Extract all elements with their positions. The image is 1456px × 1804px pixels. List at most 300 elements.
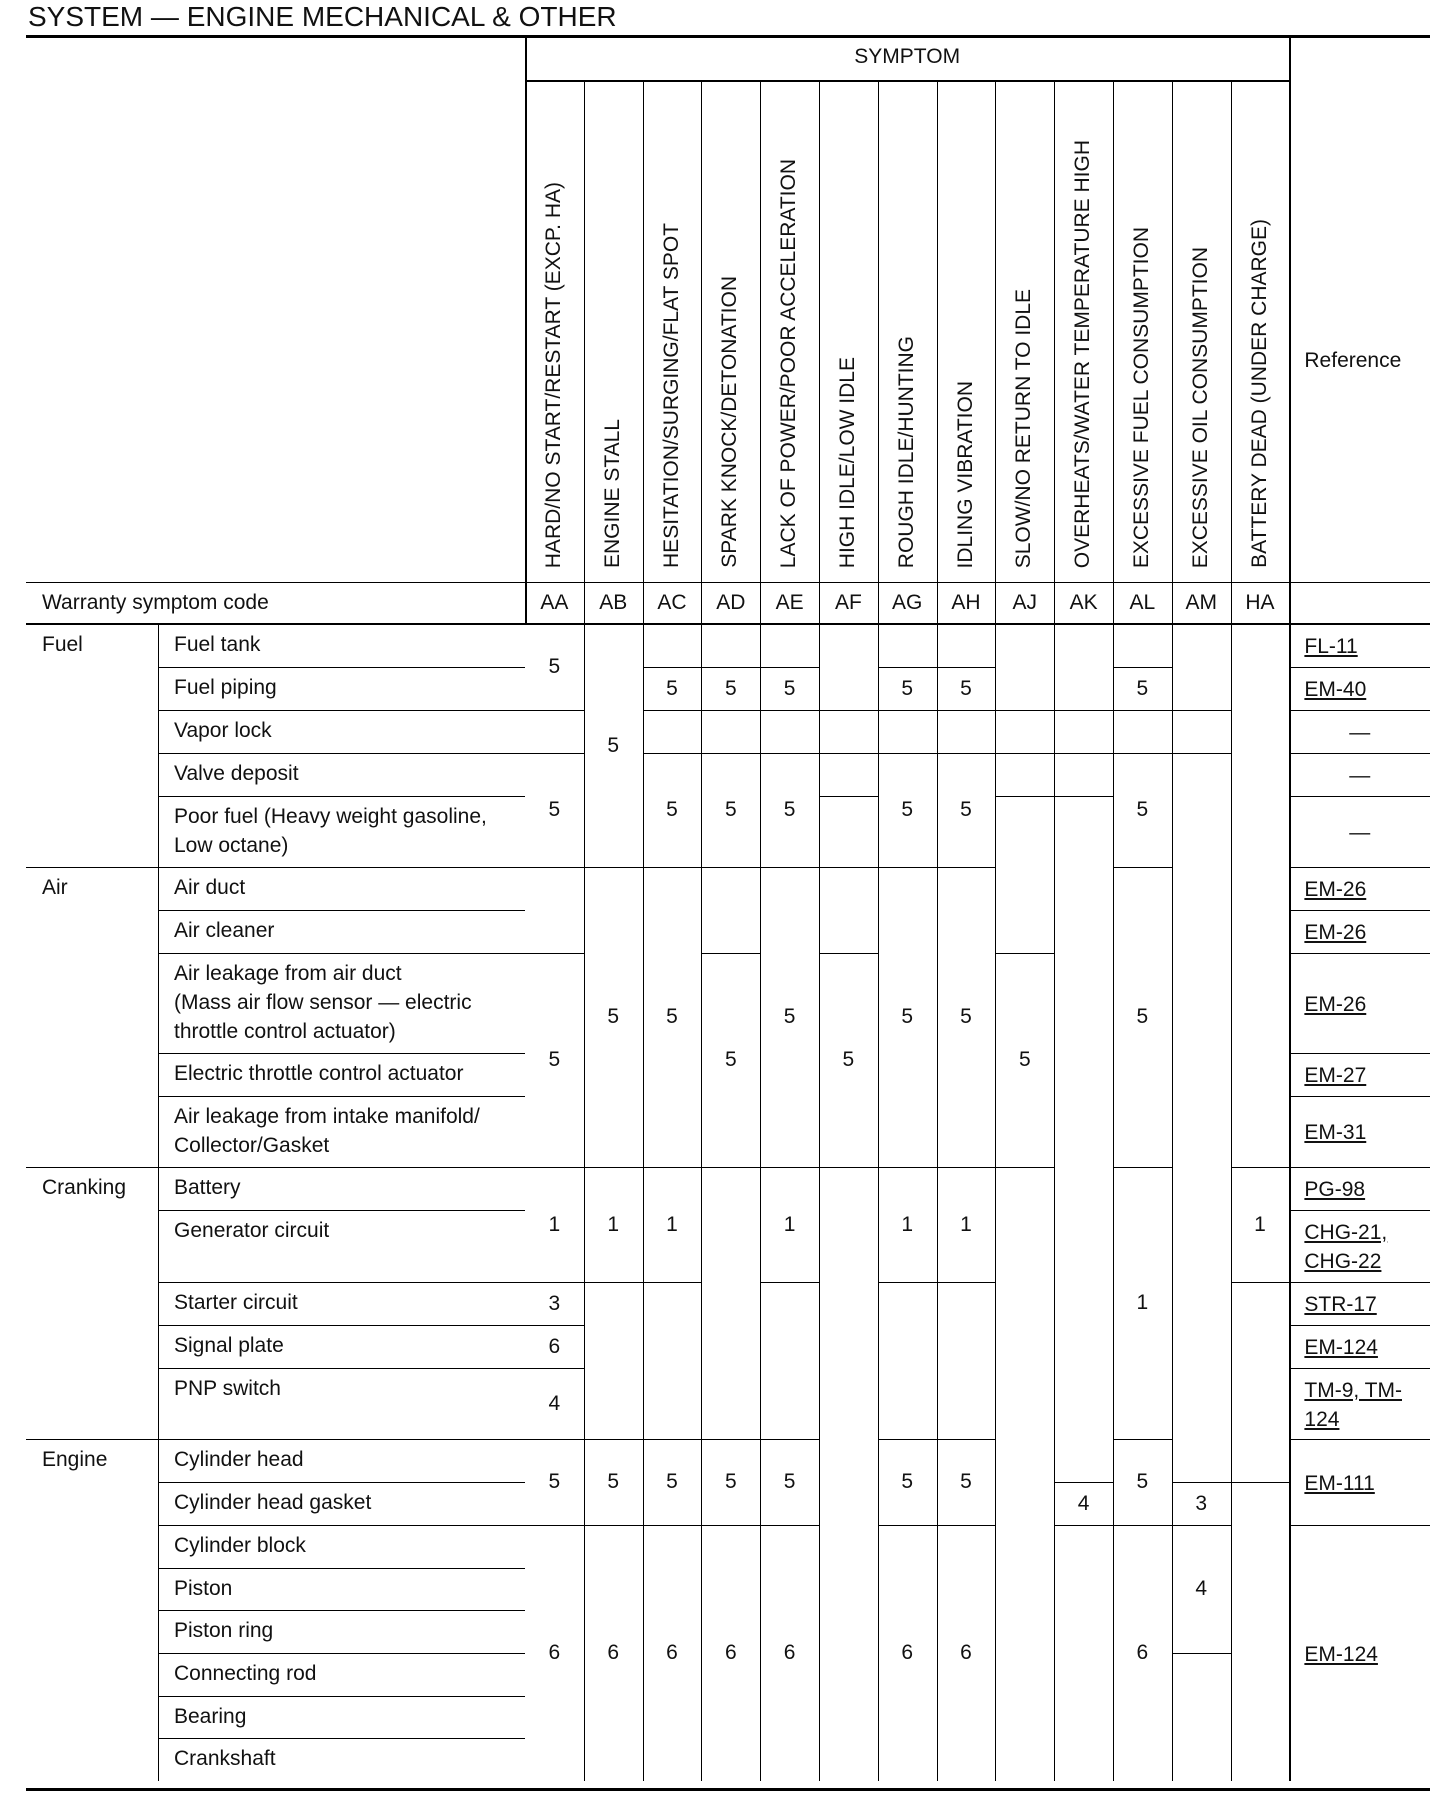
severity-value: 1 [960, 1212, 972, 1236]
severity-value: 5 [548, 655, 561, 678]
symptom-cause-item: Battery [174, 1176, 241, 1199]
item-row-line [158, 1482, 525, 1483]
cell-border-line [525, 1439, 584, 1440]
category-line [26, 867, 158, 868]
cell-border-line [760, 753, 819, 754]
cell-border-line [701, 753, 760, 754]
cell-border-line [584, 1439, 643, 1440]
symptom-cause-item: (Mass air flow sensor — electric [174, 991, 472, 1014]
severity-value: 6 [548, 1641, 561, 1664]
cell-border-line [760, 1282, 819, 1283]
symptom-column-line [643, 80, 644, 624]
cell-side-line [995, 867, 996, 1167]
reference-row-line [1289, 1525, 1430, 1526]
severity-value: 5 [1136, 1005, 1149, 1028]
severity-value: 5 [842, 1048, 855, 1071]
severity-value: 5 [548, 1470, 561, 1493]
cell-side-line [1231, 1653, 1232, 1781]
cell-side-line [701, 1282, 702, 1439]
reference-row-line [1289, 1325, 1430, 1326]
severity-value: 5 [783, 798, 796, 821]
reference-link[interactable]: TM-9, TM- [1304, 1378, 1402, 1402]
cell-side-line [1172, 867, 1173, 1167]
cell-side-line [995, 1167, 996, 1282]
symptom-code: AC [657, 591, 687, 614]
reference-row-line [1289, 867, 1430, 868]
severity-value: 6 [1136, 1641, 1149, 1664]
cell-side-line [878, 753, 879, 796]
cell-border-line [701, 1439, 760, 1440]
category-label: Engine [42, 1448, 108, 1471]
symptom-cause-item: Signal plate [174, 1334, 284, 1357]
item-row-line [158, 1282, 525, 1283]
symptom-cause-item: Air leakage from air duct [174, 962, 402, 985]
symptom-cause-item: Electric throttle control actuator [174, 1062, 464, 1085]
cell-border-line [643, 710, 702, 711]
cell-side-line [1289, 1482, 1290, 1781]
severity-value: 3 [548, 1291, 561, 1315]
severity-value: 6 [901, 1641, 914, 1664]
symptom-column-line [937, 80, 938, 624]
category-label: Fuel [42, 633, 83, 656]
reference-link[interactable]: EM-124 [1304, 1336, 1378, 1359]
symptom-code: AG [892, 591, 923, 614]
reference-row-line [1289, 1167, 1430, 1168]
page-title: SYSTEM — ENGINE MECHANICAL & OTHER [28, 1, 617, 32]
cell-border-line [1172, 1525, 1231, 1526]
symptom-cause-item: Valve deposit [174, 762, 299, 785]
cell-side-line [1054, 796, 1055, 953]
cell-border-line [819, 753, 878, 754]
cell-side-line [1054, 753, 1055, 796]
cell-side-line [701, 710, 702, 753]
cell-side-line [937, 1282, 938, 1439]
cell-border-line [995, 710, 1054, 711]
cell-side-line [819, 1525, 820, 1781]
cell-border-line [995, 1167, 1054, 1168]
reference-link [1304, 1640, 1378, 1669]
cell-border-line [819, 796, 878, 797]
cell-border-line [1172, 1653, 1231, 1654]
cell-border-line [1113, 1439, 1172, 1440]
symptom-cause-item: Connecting rod [174, 1662, 317, 1685]
reference-row-line [1289, 953, 1430, 954]
cell-side-line [1113, 710, 1114, 753]
cell-side-line [1231, 710, 1232, 753]
cell-border-line [525, 710, 584, 711]
cell-border-line [643, 1282, 702, 1283]
severity-value: 5 [901, 676, 914, 700]
symptom-cause-item: throttle control actuator) [174, 1020, 396, 1043]
severity-value: 5 [1136, 676, 1149, 700]
severity-value: 5 [666, 1470, 678, 1493]
cell-border-line [1172, 1482, 1231, 1483]
symptom-heading: IDLING VIBRATION [953, 380, 977, 568]
cell-side-line [995, 1282, 996, 1439]
cell-side-line [584, 1325, 585, 1368]
reference-link [1304, 1290, 1376, 1319]
cell-border-line [584, 1167, 643, 1168]
symptom-heading: HIGH IDLE/LOW IDLE [836, 356, 859, 568]
severity-value: 6 [960, 1641, 972, 1664]
symptom-cause-item: Vapor lock [174, 719, 272, 742]
cell-side-line [995, 710, 996, 753]
cell-border-line [701, 710, 760, 711]
reference-row-line [1289, 1368, 1430, 1369]
severity-value: 1 [783, 1212, 796, 1236]
cell-side-line [937, 710, 938, 753]
cell-side-line [878, 953, 879, 1167]
header-left-line [525, 36, 527, 624]
reference-link [1304, 1218, 1387, 1247]
code-row-top-line [26, 582, 1430, 583]
cell-border-line [584, 867, 643, 868]
cell-side-line [1289, 1167, 1290, 1282]
cell-side-line [760, 624, 761, 667]
symptom-column-line [1054, 80, 1055, 624]
severity-value: 1 [548, 1212, 561, 1236]
reference-dash: — [1349, 721, 1371, 744]
item-row-line [158, 667, 525, 668]
reference-dash: — [1349, 821, 1371, 844]
reference-link [1304, 990, 1366, 1019]
severity-value: 5 [1018, 1048, 1031, 1071]
item-row-line [158, 1696, 525, 1697]
cell-border-line [701, 1167, 760, 1168]
cell-side-line [760, 867, 761, 953]
cell-border-line [995, 953, 1054, 954]
severity-value: 5 [724, 798, 737, 821]
cell-border-line [525, 1167, 584, 1168]
reference-link[interactable]: EM-124 [1304, 1642, 1378, 1666]
cell-side-line [995, 667, 996, 710]
reference-link[interactable]: EM-111 [1304, 1471, 1375, 1495]
cell-side-line [1054, 1167, 1055, 1781]
cell-side-line [878, 710, 879, 753]
cell-border-line [584, 1282, 643, 1283]
reference-link [1304, 1175, 1365, 1204]
reference-link [1304, 875, 1366, 904]
cell-side-line [1172, 667, 1173, 710]
symptom-code: AM [1185, 591, 1217, 614]
symptom-column-line [701, 80, 702, 624]
item-row-line [158, 753, 525, 754]
cell-border-line [525, 753, 584, 754]
cell-side-line [1054, 624, 1055, 710]
reference-link [1304, 918, 1366, 947]
reference-link [1304, 1247, 1381, 1276]
reference-link [1304, 1118, 1366, 1147]
cell-side-line [1172, 753, 1173, 867]
item-row-line [158, 910, 525, 911]
symptom-column-line [878, 80, 879, 624]
item-row-line [158, 1610, 525, 1611]
cell-border-line [878, 1167, 937, 1168]
item-row-line [158, 1368, 525, 1369]
severity-value: 1 [666, 1212, 678, 1236]
cell-side-line [1172, 710, 1173, 753]
reference-link[interactable]: CHG-22 [1304, 1250, 1382, 1273]
reference-link [1304, 1376, 1402, 1405]
cell-border-line [937, 1439, 996, 1440]
cell-side-line [643, 1282, 644, 1439]
cell-border-line [643, 1525, 702, 1526]
symptom-code: AL [1129, 591, 1156, 614]
reference-header: Reference [1304, 349, 1402, 372]
symptom-heading: OVERHEATS/WATER TEMPERATURE HIGH [1071, 139, 1095, 568]
category-line [26, 1439, 158, 1440]
reference-link[interactable]: EM-31 [1304, 1121, 1367, 1144]
cell-border-line [701, 1525, 760, 1526]
cell-border-line [878, 1525, 937, 1526]
severity-value: 6 [666, 1641, 678, 1664]
cell-border-line [937, 710, 996, 711]
severity-value: 5 [960, 798, 972, 821]
cell-side-line [819, 710, 820, 753]
symptom-header: SYMPTOM [854, 45, 961, 68]
cell-border-line [525, 867, 584, 868]
cell-side-line [995, 624, 996, 667]
severity-value: 5 [1136, 798, 1149, 821]
reference-row-line [1289, 667, 1430, 668]
symptom-cause-item: Starter circuit [174, 1291, 298, 1314]
symptom-column-line [1172, 80, 1173, 624]
severity-value: 1 [901, 1212, 914, 1236]
cell-side-line [1113, 796, 1114, 1482]
cell-border-line [525, 953, 584, 954]
reference-link[interactable]: STR-17 [1304, 1293, 1377, 1316]
cell-border-line [937, 1167, 996, 1168]
symptom-cause-item: Air leakage from intake manifold/ [174, 1105, 480, 1128]
symptom-column-line [1231, 80, 1232, 624]
cell-side-line [1231, 624, 1232, 710]
cell-border-line [819, 710, 878, 711]
severity-value: 5 [607, 1470, 620, 1493]
severity-value: 5 [724, 676, 737, 700]
cell-border-line [760, 710, 819, 711]
severity-value: 5 [1136, 1470, 1149, 1493]
cell-border-line [643, 753, 702, 754]
reference-link[interactable]: PG-98 [1304, 1178, 1366, 1201]
reference-link[interactable]: FL-11 [1304, 635, 1358, 658]
reference-row-line [1289, 1282, 1430, 1283]
reference-link[interactable]: CHG-21, [1304, 1221, 1388, 1244]
reference-row-line [1289, 910, 1430, 911]
reference-link[interactable]: EM-26 [1304, 921, 1367, 944]
item-row-line [158, 1167, 525, 1168]
cell-border-line [819, 1167, 878, 1168]
cell-border-line [1231, 1282, 1290, 1283]
cell-side-line [995, 753, 996, 867]
cell-side-line [1054, 710, 1055, 753]
cell-border-line [525, 1325, 584, 1326]
severity-value: 5 [960, 1470, 972, 1493]
severity-value: 6 [548, 1334, 561, 1358]
severity-value: 5 [666, 798, 678, 821]
cell-border-line [937, 753, 996, 754]
symptom-column-line [584, 80, 585, 624]
cell-side-line [995, 1525, 996, 1781]
cell-border-line [995, 796, 1054, 797]
severity-value: 6 [783, 1641, 796, 1664]
cell-border-line [937, 1525, 996, 1526]
cell-side-line [584, 953, 585, 1167]
item-row-line [158, 867, 525, 868]
item-row-line [158, 796, 525, 797]
reference-link[interactable]: EM-26 [1304, 992, 1367, 1016]
symptom-column-line [760, 80, 761, 624]
cell-side-line [760, 710, 761, 753]
symptom-header-line [525, 80, 1289, 82]
cell-side-line [1231, 1482, 1232, 1525]
symptom-code: AA [540, 591, 569, 614]
severity-value: 5 [960, 1005, 972, 1028]
cell-side-line [584, 624, 585, 710]
symptom-code: AH [951, 591, 981, 614]
reference-link[interactable]: 124 [1304, 1407, 1340, 1431]
reference-row-line [1289, 1439, 1430, 1440]
reference-link [1304, 632, 1357, 661]
item-row-line [158, 1053, 525, 1054]
cell-border-line [1113, 1525, 1172, 1526]
cell-border-line [1172, 710, 1231, 711]
symptom-heading: LACK OF POWER/POOR ACCELERATION [777, 158, 801, 568]
cell-border-line [878, 1282, 937, 1283]
cell-border-line [819, 953, 878, 954]
category-label: Air [42, 876, 68, 899]
symptom-cause-item: Generator circuit [174, 1219, 330, 1242]
symptom-code: AF [834, 591, 862, 614]
severity-value: 5 [666, 676, 678, 700]
symptom-cause-item: Air cleaner [174, 919, 275, 942]
cell-side-line [1289, 624, 1290, 1167]
cell-border-line [643, 1167, 702, 1168]
symptom-cause-item: Collector/Gasket [174, 1134, 330, 1157]
category-line [26, 1167, 158, 1168]
cell-border-line [1054, 1482, 1113, 1483]
cell-side-line [937, 624, 938, 667]
severity-value: 5 [783, 1005, 796, 1028]
symptom-cause-item: Cylinder head [174, 1448, 304, 1471]
symptom-code: HA [1245, 591, 1275, 614]
symptom-column-line [1113, 80, 1114, 624]
cell-side-line [584, 1282, 585, 1325]
severity-value: 3 [1195, 1491, 1208, 1515]
cell-side-line [1231, 1525, 1232, 1653]
reference-link[interactable]: EM-26 [1304, 878, 1367, 901]
item-row-line [158, 1210, 525, 1211]
cell-border-line [525, 1368, 584, 1369]
cell-border-line [760, 867, 819, 868]
severity-value: 1 [1136, 1291, 1149, 1314]
cell-border-line [1054, 710, 1113, 711]
reference-link [1304, 1469, 1374, 1498]
cell-side-line [819, 1282, 820, 1439]
severity-value: 4 [1195, 1577, 1208, 1600]
reference-link [1304, 1405, 1339, 1434]
cell-border-line [760, 667, 819, 668]
item-row-line [158, 953, 525, 954]
severity-value: 5 [960, 676, 972, 700]
severity-value: 5 [666, 1005, 678, 1028]
item-row-line [158, 1525, 525, 1526]
reference-row-line [1289, 1096, 1430, 1097]
reference-dash: — [1349, 764, 1371, 787]
cell-border-line [701, 953, 760, 954]
symptom-cause-item: PNP switch [174, 1377, 281, 1400]
symptom-cause-item: Fuel tank [174, 633, 261, 656]
cell-border-line [643, 1439, 702, 1440]
cell-side-line [1289, 1282, 1290, 1482]
severity-value: 5 [607, 733, 620, 757]
cell-side-line [1172, 624, 1173, 667]
symptom-code: AJ [1012, 591, 1038, 614]
severity-value: 5 [607, 1005, 620, 1028]
symptom-cause-item: Piston ring [174, 1619, 274, 1642]
severity-value: 1 [607, 1212, 620, 1236]
cell-border-line [995, 753, 1054, 754]
symptom-heading: HARD/NO START/RESTART (EXCP. HA) [542, 181, 565, 568]
cell-side-line [1231, 753, 1232, 1482]
symptom-cause-item: Cylinder block [174, 1534, 306, 1557]
symptom-heading: BATTERY DEAD (UNDER CHARGE) [1247, 219, 1271, 568]
reference-row-line [1289, 710, 1430, 711]
severity-value: 4 [1077, 1491, 1090, 1515]
severity-value: 1 [1254, 1212, 1266, 1236]
cell-border-line [878, 710, 937, 711]
symptom-code: AE [775, 591, 804, 614]
reference-row-line [1289, 1053, 1430, 1054]
cell-side-line [584, 753, 585, 867]
cell-border-line [760, 1167, 819, 1168]
severity-value: 5 [783, 1470, 796, 1493]
severity-value: 5 [724, 1048, 737, 1071]
cell-border-line [525, 1525, 584, 1526]
reference-link [1304, 675, 1366, 704]
cell-side-line [1113, 753, 1114, 796]
cell-border-line [1054, 753, 1113, 754]
symptom-code: AK [1069, 591, 1098, 614]
cell-border-line [937, 1282, 996, 1283]
cell-side-line [1054, 953, 1055, 1167]
symptom-heading: ROUGH IDLE/HUNTING [894, 335, 918, 568]
reference-link[interactable]: EM-27 [1304, 1064, 1367, 1087]
cell-border-line [584, 1525, 643, 1526]
cell-side-line [701, 1167, 702, 1282]
reference-row-line [1289, 796, 1430, 797]
item-row-line [158, 1738, 525, 1739]
cell-border-line [1054, 796, 1113, 797]
severity-value: 5 [901, 798, 914, 821]
cell-border-line [701, 667, 760, 668]
cell-border-line [937, 867, 996, 868]
severity-value: 5 [548, 1048, 561, 1071]
cell-border-line [878, 753, 937, 754]
cell-side-line [819, 753, 820, 867]
reference-link [1304, 1333, 1378, 1362]
symptom-cause-item: Crankshaft [174, 1747, 276, 1770]
item-row-line [158, 1653, 525, 1654]
reference-link[interactable]: EM-40 [1304, 678, 1367, 701]
item-row-line [158, 710, 525, 711]
cell-border-line [1054, 1525, 1113, 1526]
cell-border-line [525, 1282, 584, 1283]
category-divider-line [158, 624, 159, 1781]
cell-side-line [584, 1368, 585, 1439]
cell-side-line [819, 667, 820, 710]
symptom-heading: SPARK KNOCK/DETONATION [718, 276, 742, 568]
cell-side-line [819, 867, 820, 1167]
